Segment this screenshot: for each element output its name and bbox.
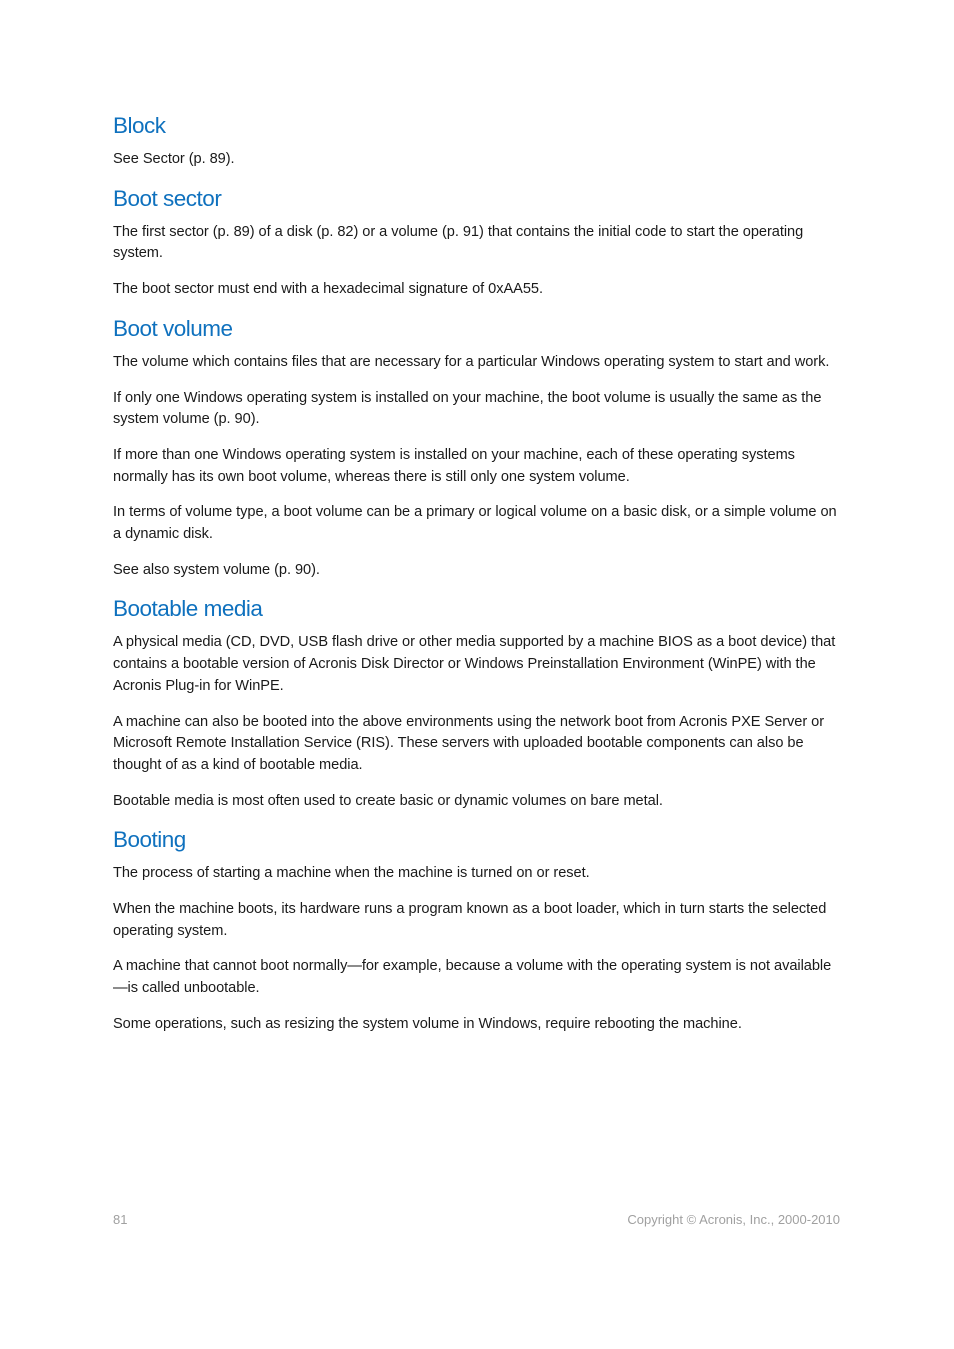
- section-boot-volume: [113, 315, 840, 582]
- section-heading: Block: [113, 113, 166, 138]
- section-heading: Booting: [113, 827, 186, 853]
- paragraph: Bootable media is most often used to create basic or dynamic volumes on bare metal.: [113, 792, 663, 809]
- paragraph: See also system volume (p. 90).: [113, 561, 320, 578]
- paragraph: If only one Windows operating system is installed on your machine, the boot volume is usually the same as the system volume (p. 90).: [113, 389, 822, 428]
- copyright-notice: Copyright © Acronis, Inc., 2000-2010: [627, 1212, 840, 1227]
- section-heading: Boot volume: [113, 315, 233, 341]
- paragraph: If more than one Windows operating system is installed on your machine, each of these operating systems normally has its own boot volume, whereas there is still only one system volume.: [113, 446, 795, 485]
- paragraph: Some operations, such as resizing the system volume in Windows, require rebooting the machine.: [113, 1015, 742, 1032]
- paragraph: A machine that cannot boot normally—for example, because a volume with the operating system is not available—is called unbootable.: [113, 958, 832, 997]
- section-bootable-media: [113, 595, 840, 812]
- paragraph: A physical media (CD, DVD, USB flash drive or other media supported by a machine BIOS as a boot device) that contains a bootable version of Acronis Disk Director or Windows Preinstallation Environment (WinPE) with the Acronis Plug-in for WinPE.: [113, 634, 836, 694]
- paragraph: In terms of volume type, a boot volume can be a primary or logical volume on a basic disk, or a simple volume on a dynamic disk.: [113, 504, 837, 543]
- paragraph: The process of starting a machine when the machine is turned on or reset.: [113, 865, 590, 882]
- page-number: 81: [113, 1212, 128, 1227]
- page-footer: [113, 1212, 840, 1232]
- paragraph: See Sector (p. 89).: [113, 151, 235, 167]
- section-block: [113, 112, 840, 171]
- section-booting: [113, 826, 840, 1035]
- document-body: [113, 112, 840, 1050]
- paragraph: The volume which contains files that are necessary for a particular Windows operating system to start and work.: [113, 353, 830, 370]
- paragraph: The boot sector must end with a hexadecimal signature of 0xAA55.: [113, 281, 543, 298]
- paragraph: A machine can also be booted into the above environments using the network boot from Acronis PXE Server or Microsoft Remote Installation Service (RIS). These servers with uploaded bootable components can also be thought of as a kind of bootable media.: [113, 713, 825, 773]
- paragraph: When the machine boots, its hardware runs a program known as a boot loader, which in turn starts the selected operating system.: [113, 901, 827, 939]
- section-heading: Boot sector: [113, 185, 222, 211]
- section-heading: Bootable media: [113, 596, 263, 622]
- paragraph: The first sector (p. 89) of a disk (p. 82) or a volume (p. 91) that contains the initial code to start the operating system.: [113, 223, 804, 262]
- section-boot-sector: [113, 185, 840, 301]
